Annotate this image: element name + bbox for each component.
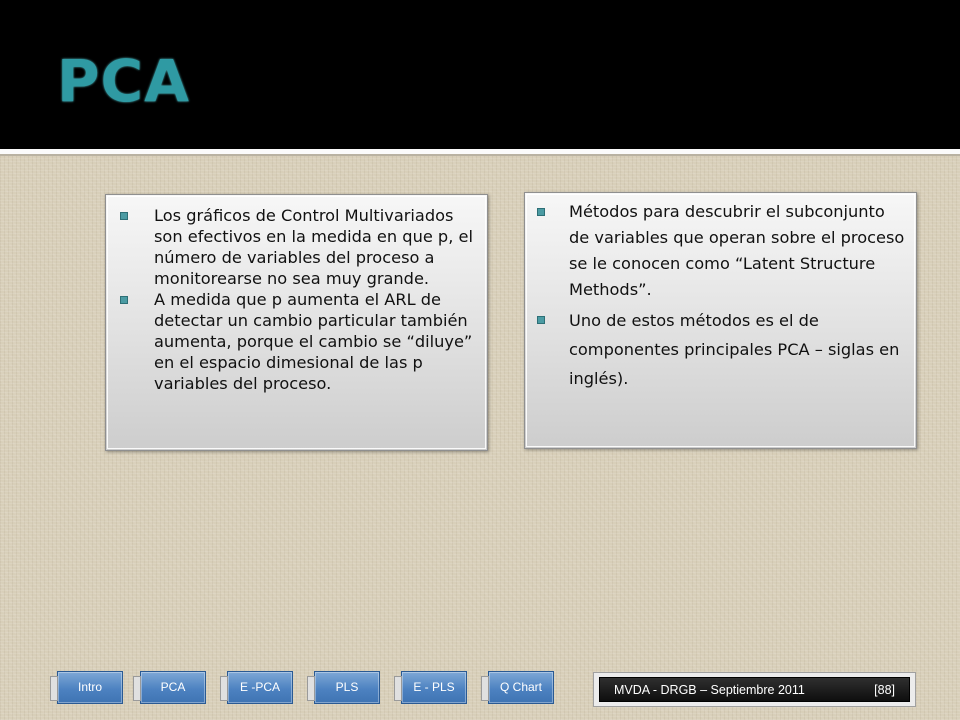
left-bullet-text: Los gráficos de Control Multivariados son efectivos en la medida en que p, el número de variables del proceso a monitorearse no sea muy grande. [154, 206, 473, 288]
right-bullet-item [537, 199, 907, 303]
left-bullet-item [120, 289, 476, 394]
left-bullet-text: A medida que p aumenta el ARL de detectar un cambio particular también aumenta, porque el cambio se “diluye” en el espacio dimesional de las p variables del proceso. [154, 290, 473, 393]
footer-text: MVDA - DRGB – Septiembre 2011 [614, 683, 805, 697]
slide-title: PCA [57, 47, 190, 115]
square-bullet-icon [537, 208, 545, 216]
title-divider-shadow [0, 154, 960, 156]
right-bullet-item [537, 306, 907, 393]
nav-button-pls[interactable]: PLS [314, 671, 380, 704]
nav-button-e-pca[interactable]: E -PCA [227, 671, 293, 704]
right-bullet-list [537, 199, 907, 396]
square-bullet-icon [537, 316, 545, 324]
nav-button-intro[interactable]: Intro [57, 671, 123, 704]
square-bullet-icon [120, 212, 128, 220]
page-number: [88] [874, 683, 895, 697]
nav-button-pca[interactable]: PCA [140, 671, 206, 704]
title-bar [0, 0, 960, 149]
left-bullet-list [120, 205, 476, 394]
left-bullet-item [120, 205, 476, 289]
footer-bar [593, 672, 916, 707]
right-bullet-text: Métodos para descubrir el subconjunto de variables que operan sobre el proceso se le conocen como “Latent Structure Methods”. [569, 202, 905, 299]
right-content-box [524, 192, 917, 449]
footer-inner [599, 677, 910, 702]
nav-button-e-pls[interactable]: E - PLS [401, 671, 467, 704]
left-content-box [105, 194, 488, 451]
square-bullet-icon [120, 296, 128, 304]
nav-button-q-chart[interactable]: Q Chart [488, 671, 554, 704]
right-bullet-text: Uno de estos métodos es el de componentes principales PCA – siglas en inglés). [569, 311, 900, 388]
